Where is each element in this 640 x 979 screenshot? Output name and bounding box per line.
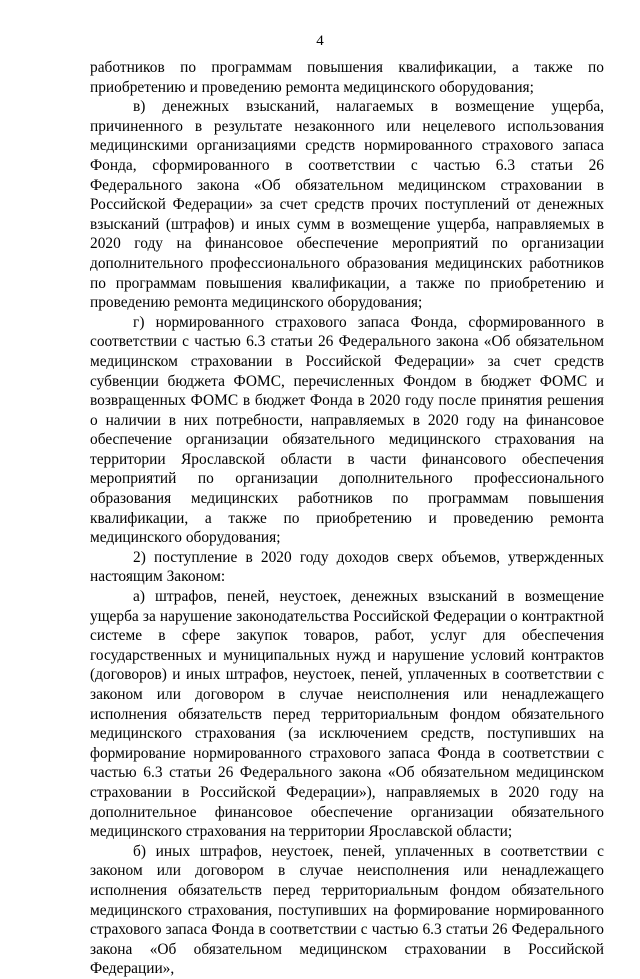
paragraph-item-b: б) иных штрафов, неустоек, пеней, уплаченных в соответствии с законом или договором в случае неисполнения или ненадлежащего исполнения обязательств перед территориальным фондом обязательного медицинского страхования, поступивших на формирование нормированного страхового запаса Фонда в соответствии с частью 6.3 статьи 26 Федерального закона «Об обязательном медицинском страховании в Российской Федерации»,: [90, 842, 604, 978]
paragraph-item-a: а) штрафов, пеней, неустоек, денежных взысканий в возмещение ущерба за нарушение законодательства Российской Федерации о контрактной системе в сфере закупок товаров, работ, услуг для обеспечения государственных и муниципальных нужд и нарушение условий контрактов (договоров) и иных штрафов, неустоек, пеней, уплаченных в соответствии с законом или договором в случае неисполнения или ненадлежащего исполнения обязательств перед территориальным фондом обязательного медицинского страхования (за исключением средств, поступивших на формирование нормированного страхового запаса Фонда в соответствии с частью 6.3 статьи 26 Федерального закона «Об обязательном медицинском страховании в Российской Федерации»), направляемых в 2020 году на дополнительное финансовое обеспечение организации обязательного медицинского страхования на территории Ярославской области;: [90, 588, 604, 841]
paragraph-item-2: 2) поступление в 2020 году доходов сверх объемов, утвержденных настоящим Законом:: [90, 548, 604, 586]
page-number: 4: [316, 33, 324, 49]
document-body: [90, 58, 604, 979]
paragraph-continuation: работников по программам повышения квалификации, а также по приобретению и проведению ремонта медицинского оборудования;: [90, 59, 604, 96]
paragraph-item-g: г) нормированного страхового запаса Фонда, сформированного в соответствии с частью 6.3 статьи 26 Федерального закона «Об обязательном медицинском страховании в Российской Федерации» за счет средств субвенции бюджета ФОМС, перечисленных Фондом в бюджет ФОМС и возвращенных ФОМС в бюджет Фонда в 2020 году после принятия решения о наличии в них потребности, направляемых в 2020 году на финансовое обеспечение организации обязательного медицинского страхования на территории Ярославской области в части финансового обеспечения мероприятий по организации дополнительного профессионального образования медицинских работников по программам повышения квалификации, а также по приобретению и проведению ремонта медицинского оборудования;: [90, 313, 604, 547]
paragraph-item-v: в) денежных взысканий, налагаемых в возмещение ущерба, причиненного в результате незаконного или нецелевого использования медицинскими организациями средств нормированного страхового запаса Фонда, сформированного в соответствии с частью 6.3 статьи 26 Федерального закона «Об обязательном медицинском страховании в Российской Федерации» за счет средств прочих поступлений от денежных взысканий (штрафов) и иных сумм в возмещение ущерба, направляемых в 2020 году на финансовое обеспечение мероприятий по организации дополнительного профессионального образования медицинских работников по программам повышения квалификации, а также по приобретению и проведению ремонта медицинского оборудования;: [90, 98, 604, 312]
